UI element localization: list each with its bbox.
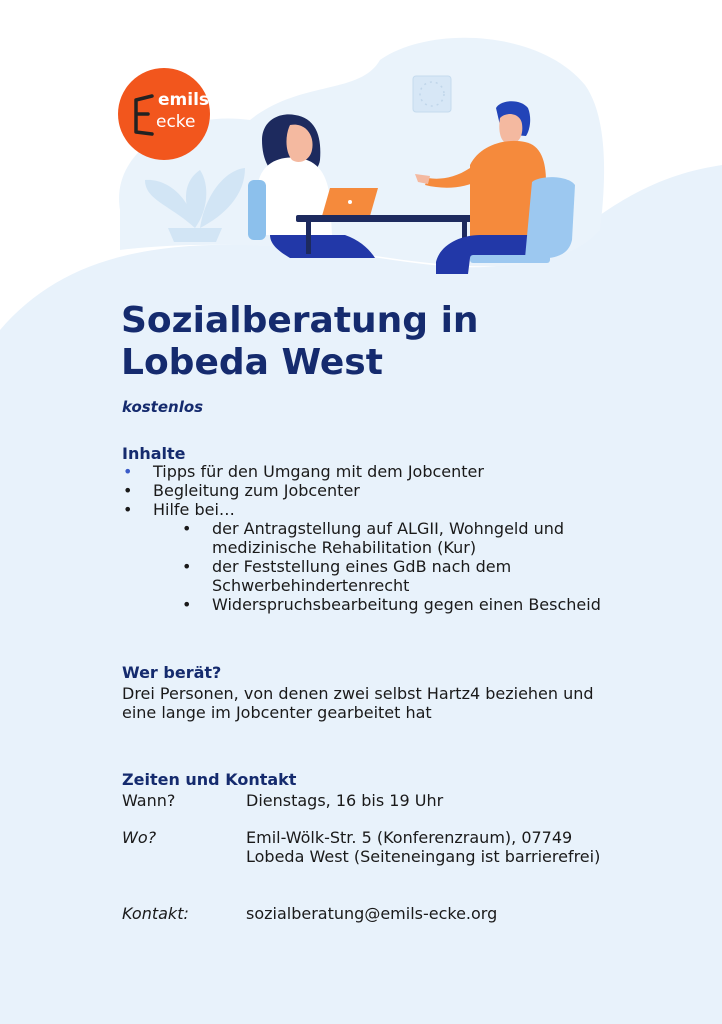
sublist-item: • Widerspruchsbearbeitung gegen einen Bescheid (182, 595, 601, 614)
info-value: Dienstags, 16 bis 19 Uhr (246, 791, 444, 810)
info-label: Wann? (122, 791, 176, 810)
logo-text-emils: emils (158, 90, 210, 110)
title-line-1: Sozialberatung in (121, 300, 479, 341)
wer-beraet-text: Drei Personen, von denen zwei selbst Hartz4 beziehen und eine lange im Jobcenter gearbeitet hat (122, 684, 594, 722)
heading-zeiten-kontakt: Zeiten und Kontakt (122, 770, 297, 789)
heading-wer-beraet: Wer berät? (122, 663, 222, 682)
laptop-icon (322, 188, 378, 216)
heading-inhalte: Inhalte (122, 444, 186, 463)
info-value: Emil-Wölk-Str. 5 (Konferenzraum), 07749 Lobeda West (Seiteneingang ist barrierefrei) (246, 828, 601, 866)
info-label: Wo? (122, 828, 157, 847)
subtitle: kostenlos (122, 398, 204, 416)
wall-clock-icon (413, 76, 451, 112)
list-item: • Begleitung zum Jobcenter (123, 481, 360, 500)
title-line-2: Lobeda West (121, 342, 383, 383)
inhalte-sublist (181, 519, 601, 614)
sublist-item: • der Antragstellung auf ALGII, Wohngeld und medizinische Rehabilitation (Kur) (182, 519, 565, 557)
inhalte-list (122, 462, 601, 614)
list-item: • Hilfe bei… • der Antragstellung auf ALGII, Wohngeld und medizinische Rehabilitation (Kur) • der Feststellung eines GdB nach dem Schwerbehindertenrecht • Widerspruchsbearbeitung gegen einen Bescheid (123, 500, 601, 614)
page-title (121, 300, 641, 384)
info-label: Kontakt: (122, 904, 189, 923)
logo-text-ecke: ecke (156, 112, 196, 132)
emils-ecke-logo (118, 68, 210, 160)
list-item: • Tipps für den Umgang mit dem Jobcenter (123, 462, 484, 481)
logo-bracket-icon (134, 94, 156, 136)
contact-email: sozialberatung@emils-ecke.org (246, 904, 498, 923)
sublist-item: • der Feststellung eines GdB nach dem Schwerbehindertenrecht (182, 557, 512, 595)
